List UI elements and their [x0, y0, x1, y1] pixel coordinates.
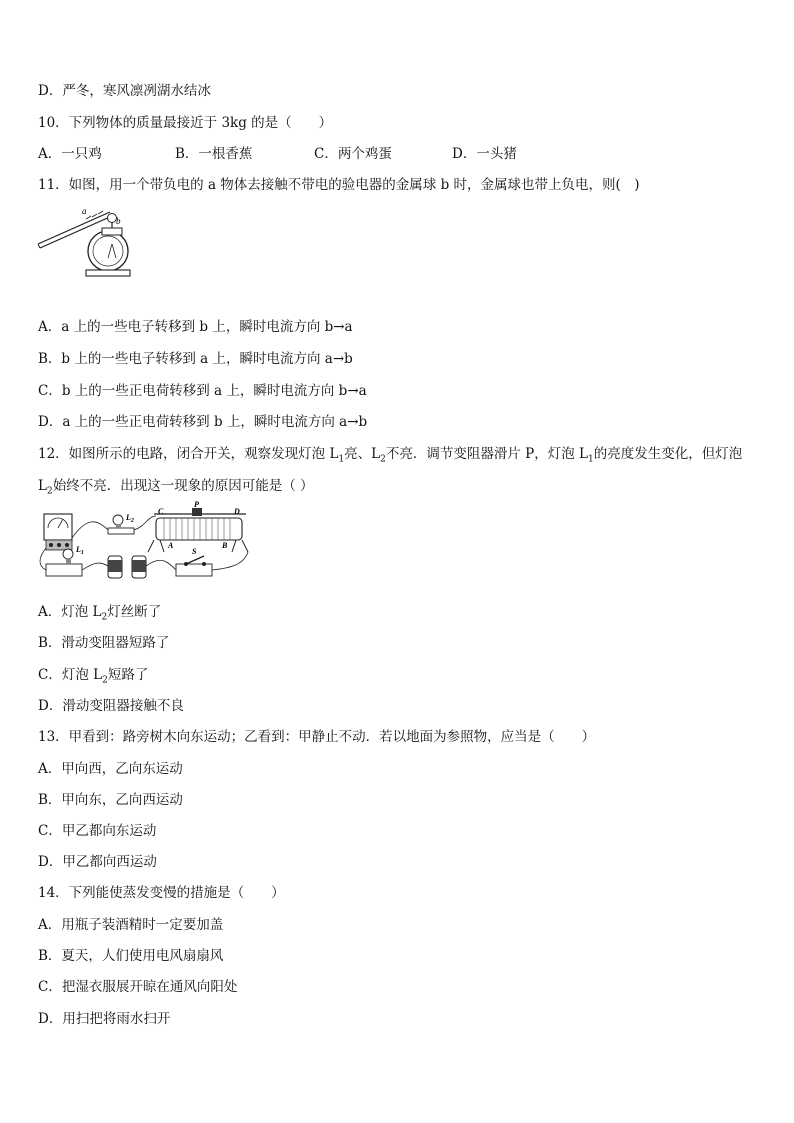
q10-option-b: B．一根香蕉	[175, 146, 253, 162]
svg-text:D: D	[234, 507, 240, 516]
svg-text:L1: $L_1$	[76, 545, 84, 556]
electroscope-figure	[36, 204, 136, 280]
svg-text:C: C	[158, 507, 164, 516]
q10-option-a: A．一只鸡	[38, 146, 102, 162]
q12-option-c: C．灯泡 $L_2$短路了	[38, 667, 149, 686]
svg-text:S: S	[192, 547, 197, 556]
q11-option-b: B．b 上的一些电子转移到 a 上，瞬时电流方向 a→b	[38, 351, 353, 367]
q10-stem: 10．下列物体的质量最接近于 3kg 的是（ ）	[38, 115, 333, 131]
q10-option-c: C．两个鸡蛋	[314, 146, 392, 162]
battery-cells	[108, 556, 146, 578]
q11-option-c: C．b 上的一些正电荷转移到 a 上，瞬时电流方向 b→a	[38, 383, 367, 399]
electroscope-jar	[88, 231, 128, 271]
q12-option-a: A．灯泡 $L_2$灯丝断了	[38, 604, 162, 623]
q13-option-d: D．甲乙都向西运动	[38, 854, 157, 870]
q11-option-a: A．a 上的一些电子转移到 b 上，瞬时电流方向 b→a	[38, 319, 353, 335]
q13-stem: 13．甲看到：路旁树木向东运动；乙看到：甲静止不动．若以地面为参照物，应当是（ ）	[38, 729, 596, 745]
q14-stem: 14．下列能使蒸发变慢的措施是（ ）	[38, 885, 285, 901]
q11-option-d: D．a 上的一些正电荷转移到 b 上，瞬时电流方向 a→b	[38, 414, 368, 430]
q11-stem: 11．如图，用一个带负电的 a 物体去接触不带电的验电器的金属球 b 时，金属球也带上负电，则( )	[38, 177, 640, 193]
q14-option-b: B．夏天，人们使用电风扇扇风	[38, 948, 224, 964]
q14-option-c: C．把湿衣服展开晾在通风向阳处	[38, 979, 238, 995]
q14-option-d: D．用扫把将雨水扫开	[38, 1011, 171, 1027]
svg-text:P: P	[194, 500, 199, 509]
svg-text:B: B	[222, 541, 228, 550]
q13-option-a: A．甲向西，乙向东运动	[38, 761, 183, 777]
q9-option-d: D．严冬，寒风凛冽湖水结冰	[38, 83, 211, 99]
q13-option-b: B．甲向东，乙向西运动	[38, 792, 183, 808]
switch-s	[176, 556, 212, 576]
label-a: a	[82, 206, 87, 216]
q13-option-c: C．甲乙都向东运动	[38, 823, 157, 839]
svg-text:A: A	[168, 541, 174, 550]
circuit-figure	[36, 500, 252, 594]
q14-option-a: A．用瓶子装酒精时一定要加盖	[38, 917, 224, 933]
ammeter	[44, 514, 72, 550]
q10-option-d: D．一头猪	[452, 146, 517, 162]
label-b: b	[116, 216, 121, 226]
metal-ball-b	[108, 214, 117, 223]
q12-option-d: D．滑动变阻器接触不良	[38, 698, 184, 714]
q12-stem-line2: $L_2$始终不亮．出现这一现象的原因可能是（ ）	[38, 478, 314, 497]
q12-option-b: B．滑动变阻器短路了	[38, 635, 170, 651]
svg-text:L2: $L_2$	[126, 513, 134, 524]
q12-stem-line1: 12．如图所示的电路，闭合开关，观察发现灯泡 $L_1$亮、$L_2$不亮．调节变阻器滑片 P，灯泡 $L_1$的亮度发生变化，但灯泡	[38, 446, 743, 465]
